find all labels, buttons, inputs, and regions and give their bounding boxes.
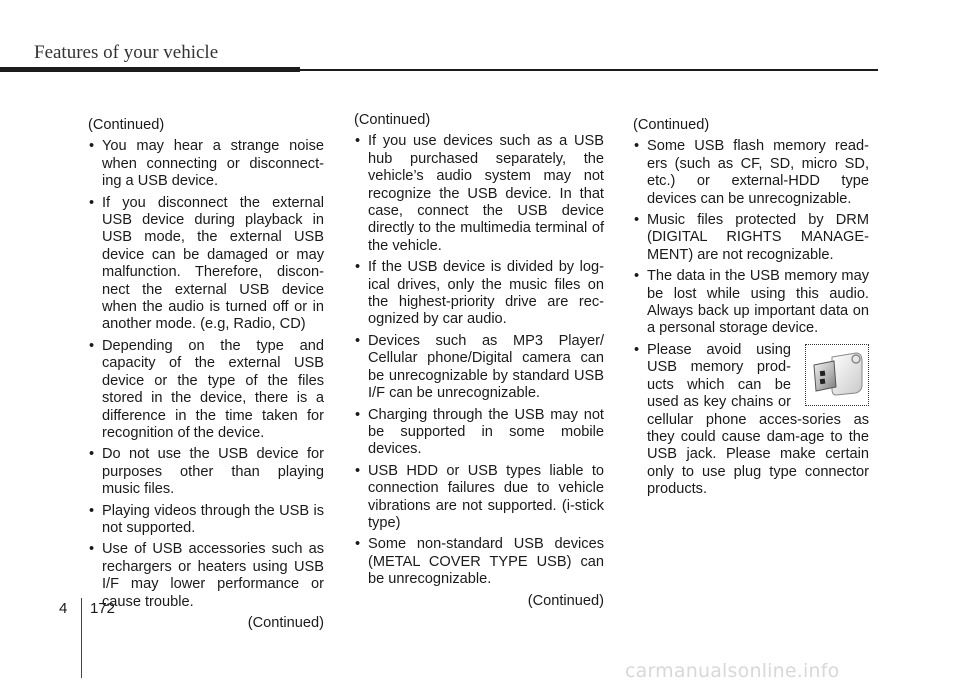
text-column-3 xyxy=(633,117,869,503)
footer-divider xyxy=(81,598,82,678)
bullet-item: • USB HDD or USB types liable to connection failures due to vehicle vibrations are not supported. (i-stick type) xyxy=(354,463,604,533)
continued-label: (Continued) xyxy=(527,592,604,609)
bullet-list xyxy=(633,138,869,498)
bullet-item: • Do not use the USB device for purposes other than playing music files. xyxy=(88,446,324,498)
text-column-2 xyxy=(354,112,604,610)
bullet-item: • Some USB flash memory read-ers (such as CF, SD, micro SD, etc.) or external-HDD type devices can be unrecognizable. xyxy=(633,138,869,208)
bullet-item: • Use of USB accessories such as rechargers or heaters using USB I/F may lower performance or cause trouble. xyxy=(88,541,324,611)
section-number: 4 xyxy=(59,600,68,617)
bullet-item: • Devices such as MP3 Player/ Cellular phone/Digital camera can be unrecognizable by standard USB I/F can be unrecognizable. xyxy=(354,333,604,403)
continued-label: (Continued) xyxy=(247,614,324,631)
continued-label: (Continued) xyxy=(88,117,165,133)
usb-flash-drive-icon xyxy=(805,344,869,406)
text-column-1 xyxy=(88,117,324,632)
bullet-item: • Depending on the type and capacity of the external USB device or the type of the files stored in the device, there is a difference in the time taken for recognition of the device. xyxy=(88,338,324,442)
header-rule-thin xyxy=(300,69,878,71)
bullet-item: • Music files protected by DRM (DIGITAL RIGHTS MANAGE-MENT) are not recognizable. xyxy=(633,212,869,264)
header-rule-thick xyxy=(0,67,300,72)
page-header-title: Features of your vehicle xyxy=(34,42,219,63)
bullet-item: • The data in the USB memory may be lost while using this audio. Always back up important data on a personal storage device. xyxy=(633,268,869,338)
bullet-item: • If the USB device is divided by log-ical drives, only the music files on the highest-priority drive are rec-ognized by car audio. xyxy=(354,259,604,329)
bullet-list xyxy=(88,138,324,611)
watermark: carmanualsonline.info xyxy=(625,660,840,682)
continued-label: (Continued) xyxy=(354,112,431,128)
page-number: 172 xyxy=(90,600,116,617)
bullet-item: • Charging through the USB may not be supported in some mobile devices. xyxy=(354,407,604,459)
bullet-item: • You may hear a strange noise when connecting or disconnect-ing a USB device. xyxy=(88,138,324,190)
continued-label: (Continued) xyxy=(633,117,710,133)
bullet-item-text: Please avoid using USB memory prod-ucts which can be used as key chains or cellular phone acces-sories as they could cause dam-age to the USB jack. Please make certain only to use plug type connector products. xyxy=(647,341,869,498)
bullet-item: • If you disconnect the external USB device during playback in USB mode, the external USB device can be damaged or may malfunction. Therefore, discon-nect the external USB device when the audio is turned off or in another mode. (e.g, Radio, CD) xyxy=(88,195,324,334)
bullet-item: • If you use devices such as a USB hub purchased separately, the vehicle’s audio system may not recognize the USB device. In that case, connect the USB device directly to the multimedia terminal of the vehicle. xyxy=(354,133,604,255)
bullet-item: • Some non-standard USB devices (METAL COVER TYPE USB) can be unrecognizable. xyxy=(354,536,604,588)
bullet-item-with-figure xyxy=(633,342,869,499)
bullet-item: • Playing videos through the USB is not supported. xyxy=(88,503,324,538)
bullet-list xyxy=(354,133,604,588)
